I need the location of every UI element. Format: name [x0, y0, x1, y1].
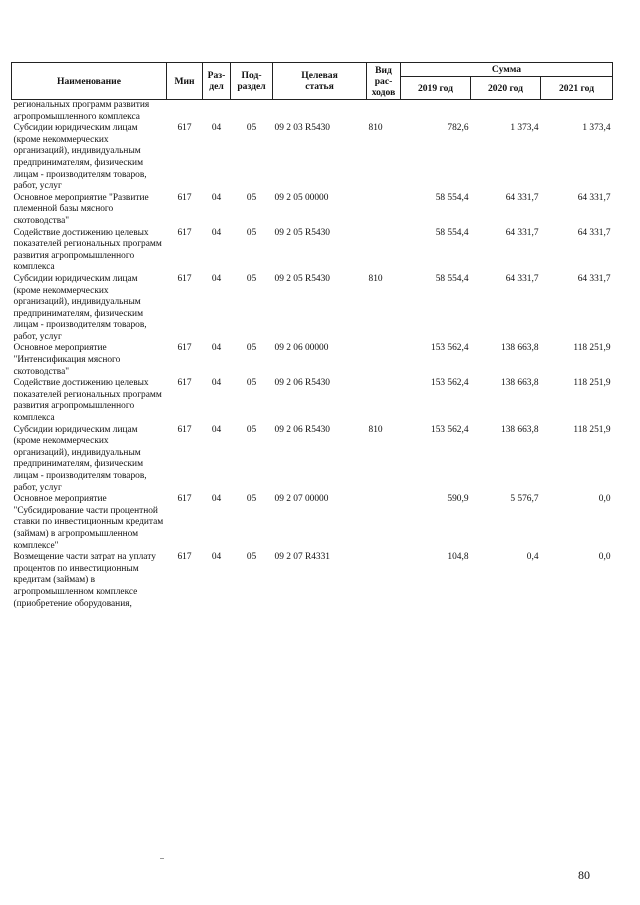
row-celevaya-statya: 09 2 07 00000 [274, 494, 329, 505]
row-sum-2020: 138 663,8 [501, 378, 539, 389]
row-sum-2021: 64 331,7 [577, 273, 611, 284]
row-sum-2019 [401, 100, 471, 124]
row-celevaya-statya: 09 2 06 R5430 [274, 424, 330, 435]
row-vid-rashodov: 810 [368, 424, 383, 435]
row-razdel: 04 [211, 343, 222, 354]
row-vid-rashodov [367, 343, 401, 378]
row-min: 617 [177, 378, 192, 389]
row-podrazdel: 05 [246, 192, 257, 203]
header-name: Наименование [12, 63, 167, 100]
row-vid-rashodov [367, 193, 401, 228]
row-min: 617 [177, 552, 192, 563]
row-sum-2019: 58 554,4 [435, 273, 469, 284]
header-2019: 2019 год [401, 77, 471, 100]
row-podrazdel: 05 [246, 552, 257, 563]
row-sum-2021: 118 251,9 [573, 343, 611, 354]
row-name: Возмещение части затрат на уплату процентов по инвестиционным кредитам (займам) в агропромышленном комплексе (приобретение оборудования, [13, 552, 156, 609]
scan-mark [160, 858, 164, 859]
header-2020: 2020 год [471, 77, 541, 100]
row-sum-2019: 153 562,4 [431, 424, 469, 435]
row-razdel: 04 [211, 552, 222, 563]
table-row [12, 552, 613, 610]
row-celevaya-statya: 09 2 05 R5430 [274, 227, 330, 238]
row-podrazdel: 05 [246, 494, 257, 505]
table-body [12, 100, 613, 611]
table-header [12, 63, 613, 100]
row-celevaya-statya: 09 2 06 00000 [274, 343, 329, 354]
row-name: Субсидии юридическим лицам (кроме некоммерческих организаций), индивидуальным предпринимателям, физическим лицам - производителям товаров, работ, услуг [13, 123, 147, 192]
row-podrazdel: 05 [246, 273, 257, 284]
row-vid-rashodov [367, 378, 401, 424]
table-row [12, 228, 613, 274]
row-celevaya-statya: 09 2 05 00000 [274, 192, 329, 203]
table-row [12, 494, 613, 552]
row-vid-rashodov [367, 552, 401, 610]
row-min: 617 [177, 227, 192, 238]
row-vid-rashodov: 810 [368, 273, 383, 284]
row-podrazdel: 05 [246, 123, 257, 134]
header-podrazdel: Под- раздел [231, 63, 273, 100]
row-podrazdel: 05 [246, 343, 257, 354]
table-row [12, 274, 613, 344]
row-razdel [203, 100, 231, 124]
row-sum-2020: 64 331,7 [505, 273, 539, 284]
row-celevaya-statya: 09 2 06 R5430 [274, 378, 330, 389]
row-min: 617 [177, 192, 192, 203]
row-sum-2019: 153 562,4 [431, 343, 469, 354]
row-sum-2020: 138 663,8 [501, 424, 539, 435]
row-razdel: 04 [211, 424, 222, 435]
row-podrazdel: 05 [246, 424, 257, 435]
row-sum-2019: 590,9 [447, 494, 469, 505]
table-row [12, 193, 613, 228]
row-sum-2020: 0,4 [526, 552, 539, 563]
row-sum-2020: 64 331,7 [505, 227, 539, 238]
row-razdel: 04 [211, 378, 222, 389]
row-sum-2021: 64 331,7 [577, 227, 611, 238]
header-min: Мин [167, 63, 203, 100]
row-name: Основное мероприятие "Развитие племенной базы мясного скотоводства" [13, 192, 149, 226]
row-sum-2020: 138 663,8 [501, 343, 539, 354]
table-row [12, 100, 613, 124]
row-sum-2019: 104,8 [447, 552, 469, 563]
row-sum-2021: 118 251,9 [573, 424, 611, 435]
row-name: Основное мероприятие "Интенсификация мясного скотоводства" [13, 343, 121, 377]
row-min: 617 [177, 494, 192, 505]
header-vid-rashodov: Вид рас- ходов [367, 63, 401, 100]
row-min: 617 [177, 343, 192, 354]
row-sum-2019: 58 554,4 [435, 227, 469, 238]
row-min [167, 100, 203, 124]
row-sum-2020: 1 373,4 [510, 123, 539, 134]
table-row [12, 425, 613, 495]
row-sum-2019: 782,6 [447, 123, 469, 134]
header-2021: 2021 год [541, 77, 613, 100]
header-celevaya-statya: Целевая статья [273, 63, 367, 100]
row-name: Основное мероприятие "Субсидирование части процентной ставки по инвестиционным кредитам (займам) в агропромышленном комплексе" [13, 494, 164, 551]
row-name: Субсидии юридическим лицам (кроме некоммерческих организаций), индивидуальным предпринимателям, физическим лицам - производителям товаров, работ, услуг [13, 273, 147, 342]
row-min: 617 [177, 424, 192, 435]
row-celevaya-statya [273, 100, 367, 124]
row-sum-2021: 1 373,4 [582, 123, 611, 134]
row-sum-2020: 64 331,7 [505, 192, 539, 203]
row-vid-rashodov [367, 494, 401, 552]
row-razdel: 04 [211, 192, 222, 203]
row-name: Содействие достижению целевых показателей региональных программ развития агропромышленного комплекса [13, 378, 162, 424]
row-podrazdel: 05 [246, 378, 257, 389]
table-row [12, 343, 613, 378]
row-celevaya-statya: 09 2 03 R5430 [274, 123, 330, 134]
row-name: Субсидии юридическим лицам (кроме некоммерческих организаций), индивидуальным предпринимателям, физическим лицам - производителям товаров, работ, услуг [13, 424, 147, 493]
row-razdel: 04 [211, 123, 222, 134]
row-sum-2021: 118 251,9 [573, 378, 611, 389]
row-min: 617 [177, 273, 192, 284]
row-vid-rashodov [367, 100, 401, 124]
row-name: региональных программ развития агропромышленного комплекса [13, 100, 150, 122]
table-row [12, 123, 613, 193]
row-podrazdel [231, 100, 273, 124]
row-sum-2021 [541, 100, 613, 124]
row-celevaya-statya: 09 2 07 R4331 [274, 552, 330, 563]
row-razdel: 04 [211, 227, 222, 238]
row-min: 617 [177, 123, 192, 134]
row-razdel: 04 [211, 273, 222, 284]
row-vid-rashodov [367, 228, 401, 274]
header-razdel: Раз- дел [203, 63, 231, 100]
row-sum-2021: 64 331,7 [577, 192, 611, 203]
page-number: 80 [578, 868, 590, 882]
row-sum-2020 [471, 100, 541, 124]
row-sum-2021: 0,0 [598, 494, 611, 505]
row-sum-2020: 5 576,7 [510, 494, 539, 505]
row-podrazdel: 05 [246, 227, 257, 238]
row-sum-2021: 0,0 [598, 552, 611, 563]
budget-table [11, 62, 613, 610]
row-sum-2019: 58 554,4 [435, 192, 469, 203]
header-summa: Сумма [401, 63, 613, 77]
row-sum-2019: 153 562,4 [431, 378, 469, 389]
row-name: Содействие достижению целевых показателей региональных программ развития агропромышленного комплекса [13, 227, 162, 273]
row-celevaya-statya: 09 2 05 R5430 [274, 273, 330, 284]
table-row [12, 378, 613, 424]
row-vid-rashodov: 810 [368, 123, 383, 134]
row-razdel: 04 [211, 494, 222, 505]
